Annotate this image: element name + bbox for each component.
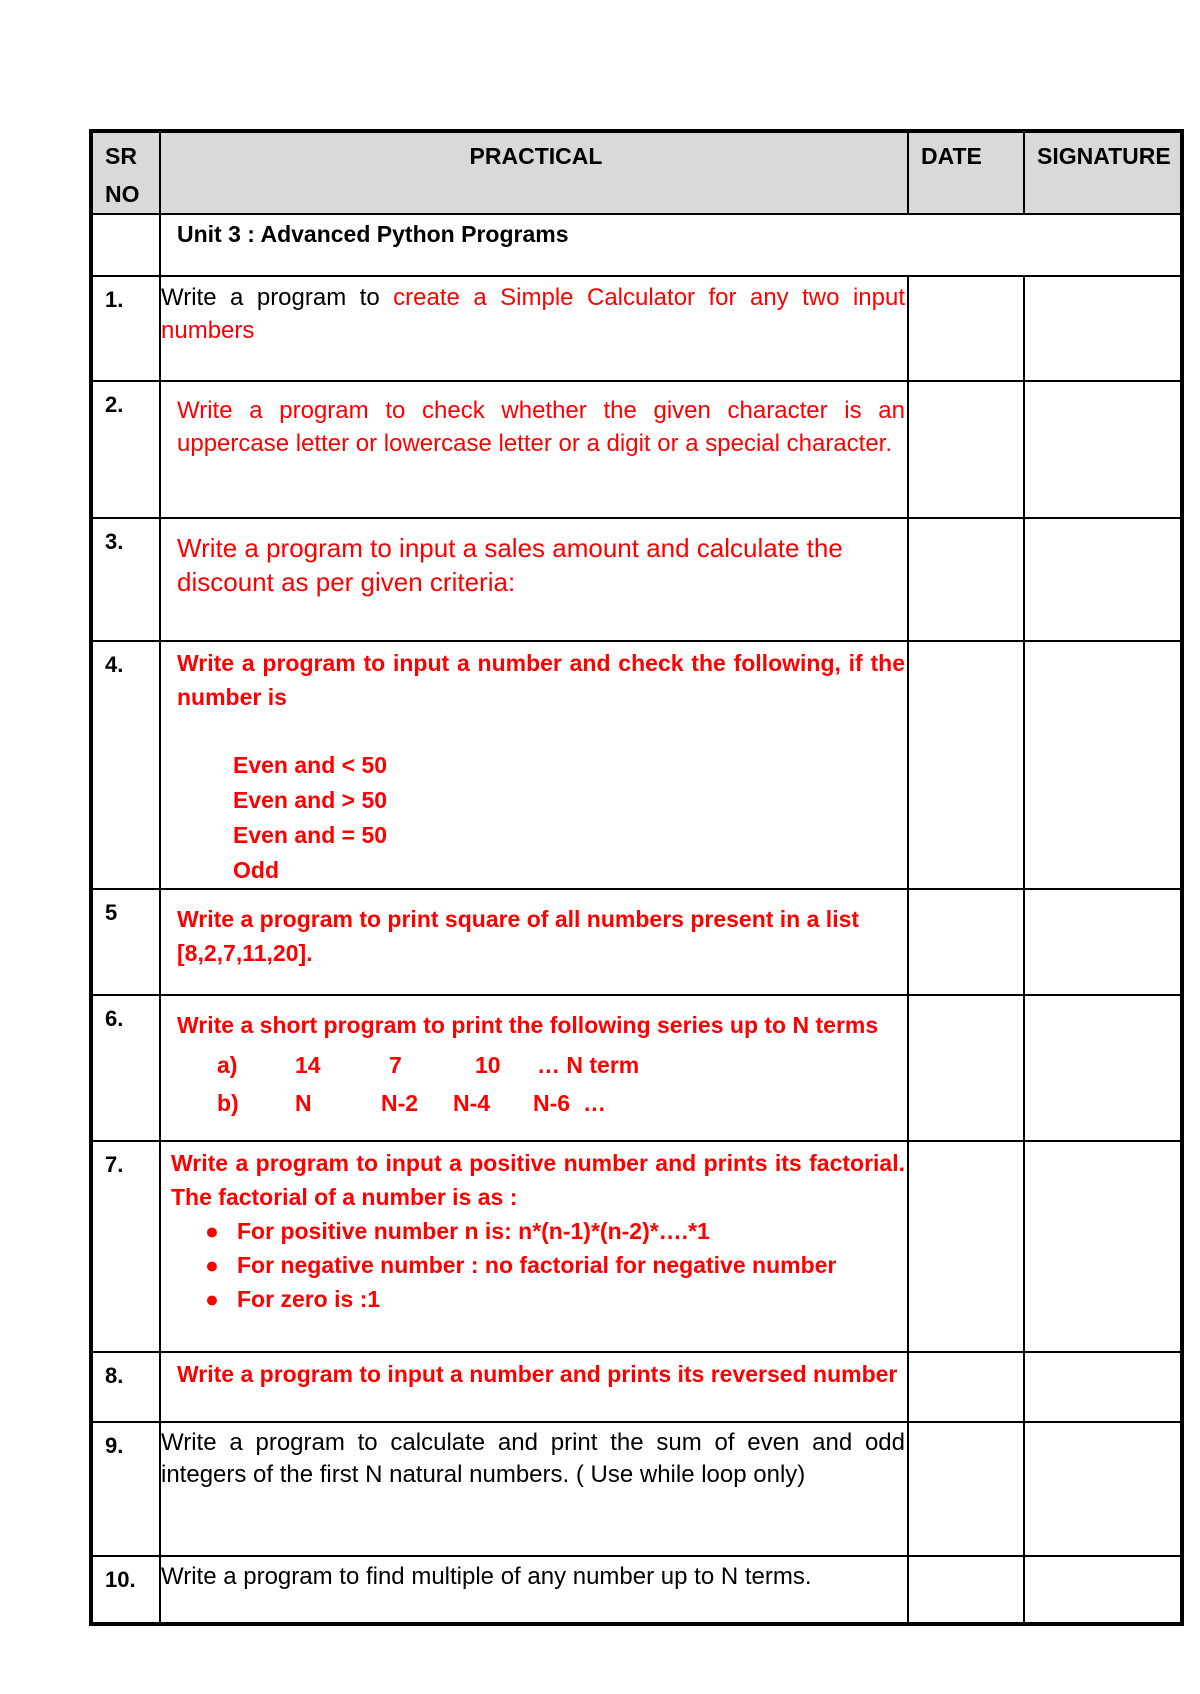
sr-number: 8. xyxy=(92,1352,160,1422)
table-row xyxy=(92,995,1181,1141)
signature-cell[interactable] xyxy=(1024,518,1181,641)
bullet-dot-icon: ● xyxy=(205,1252,219,1278)
practical-cell xyxy=(160,995,908,1141)
practical-cell xyxy=(160,1352,908,1422)
signature-cell[interactable] xyxy=(1024,381,1181,518)
header-sr-no: SR NO xyxy=(92,132,160,214)
series-term: … xyxy=(583,1090,606,1116)
practical-cell xyxy=(160,381,908,518)
bullet-dot-icon: ● xyxy=(205,1286,219,1312)
condition-item: Even and < 50 xyxy=(233,752,388,778)
practical-cell xyxy=(160,518,908,641)
table-row xyxy=(92,276,1181,381)
practical-text-plain: Write a program to xyxy=(161,284,394,311)
sr-number: 5 xyxy=(92,889,160,995)
header-signature: SIGNATURE xyxy=(1024,132,1181,214)
series-term: N xyxy=(295,1090,312,1116)
sr-number: 9. xyxy=(92,1422,160,1556)
practical-list-table xyxy=(89,129,1184,1626)
unit-title-cell xyxy=(160,214,1181,276)
series-block xyxy=(161,1040,905,1122)
practical-text: Write a program to find multiple of any number up to N terms. xyxy=(161,1563,812,1590)
bullet-item: ● For positive number n is: n*(n-1)*(n-2)*….*1 xyxy=(201,1214,905,1248)
bullet-item: ● For zero is :1 xyxy=(201,1282,905,1316)
series-term: 14 xyxy=(295,1052,321,1078)
practical-cell xyxy=(160,641,908,889)
header-practical: PRACTICAL xyxy=(160,132,908,214)
unit-row xyxy=(92,214,1181,276)
practical-text: Write a short program to print the following series up to N terms xyxy=(177,1012,879,1038)
unit-title: Unit 3 : Advanced Python Programs xyxy=(177,221,569,247)
series-label: b) xyxy=(217,1090,239,1116)
sr-number: 7. xyxy=(92,1141,160,1352)
table-row xyxy=(92,518,1181,641)
practical-cell xyxy=(160,1422,908,1556)
series-term: N-4 xyxy=(453,1090,491,1116)
series-a xyxy=(161,1046,905,1084)
practical-cell xyxy=(160,1141,908,1352)
table-header-row xyxy=(92,132,1181,214)
table-row xyxy=(92,641,1181,889)
signature-cell[interactable] xyxy=(1024,995,1181,1141)
series-term: N-2 xyxy=(381,1090,419,1116)
signature-cell[interactable] xyxy=(1024,641,1181,889)
series-term: 10 xyxy=(475,1052,501,1078)
table-row xyxy=(92,1352,1181,1422)
sr-number: 3. xyxy=(92,518,160,641)
sr-number: 10. xyxy=(92,1556,160,1623)
factorial-bullets xyxy=(161,1214,905,1316)
signature-cell[interactable] xyxy=(1024,1352,1181,1422)
header-date: DATE xyxy=(908,132,1024,214)
practical-text: Write a program to input a sales amount and calculate the discount as per given criteria: xyxy=(177,533,843,597)
practical-cell xyxy=(160,889,908,995)
series-term: … N term xyxy=(537,1052,640,1078)
condition-list xyxy=(161,714,905,888)
date-cell[interactable] xyxy=(908,1352,1024,1422)
date-cell[interactable] xyxy=(908,889,1024,995)
condition-item: Even and = 50 xyxy=(233,822,388,848)
series-term: 7 xyxy=(389,1052,402,1078)
signature-cell[interactable] xyxy=(1024,889,1181,995)
date-cell[interactable] xyxy=(908,641,1024,889)
date-cell[interactable] xyxy=(908,1422,1024,1556)
series-b xyxy=(161,1084,905,1122)
unit-sr-cell xyxy=(92,214,160,276)
date-cell[interactable] xyxy=(908,381,1024,518)
practical-text-highlight: create a Simple Calculator for any two input numbers xyxy=(161,284,905,344)
date-cell[interactable] xyxy=(908,1556,1024,1623)
sr-number: 6. xyxy=(92,995,160,1141)
table-row xyxy=(92,1422,1181,1556)
table-row xyxy=(92,1556,1181,1623)
sr-number: 4. xyxy=(92,641,160,889)
table-row xyxy=(92,889,1181,995)
signature-cell[interactable] xyxy=(1024,1141,1181,1352)
date-cell[interactable] xyxy=(908,518,1024,641)
sr-number: 2. xyxy=(92,381,160,518)
series-term: N-6 xyxy=(533,1090,571,1116)
sr-number: 1. xyxy=(92,276,160,381)
signature-cell[interactable] xyxy=(1024,276,1181,381)
practical-text: Write a program to calculate and print the sum of even and odd integers of the first N natural numbers. ( Use while loop only) xyxy=(161,1429,905,1488)
practical-cell xyxy=(160,1556,908,1623)
date-cell[interactable] xyxy=(908,1141,1024,1352)
bullet-dot-icon: ● xyxy=(205,1218,219,1244)
table-row xyxy=(92,381,1181,518)
practical-text: Write a program to check whether the given character is an uppercase letter or lowercase letter or a digit or a special character. xyxy=(177,397,905,457)
table-row xyxy=(92,1141,1181,1352)
practical-text: Write a program to input a number and prints its reversed number xyxy=(177,1361,898,1387)
condition-item: Even and > 50 xyxy=(233,787,388,813)
date-cell[interactable] xyxy=(908,276,1024,381)
signature-cell[interactable] xyxy=(1024,1422,1181,1556)
date-cell[interactable] xyxy=(908,995,1024,1141)
practical-text: Write a program to print square of all numbers present in a list [8,2,7,11,20]. xyxy=(177,906,860,966)
practical-text: Write a program to input a number and check the following, if the number is xyxy=(177,650,905,710)
practical-text: Write a program to input a positive number and prints its factorial. The factorial of a number is as : xyxy=(171,1150,905,1210)
series-label: a) xyxy=(217,1052,238,1078)
signature-cell[interactable] xyxy=(1024,1556,1181,1623)
bullet-item: ● For negative number : no factorial for negative number xyxy=(201,1248,905,1282)
condition-item: Odd xyxy=(233,857,279,883)
practical-cell xyxy=(160,276,908,381)
